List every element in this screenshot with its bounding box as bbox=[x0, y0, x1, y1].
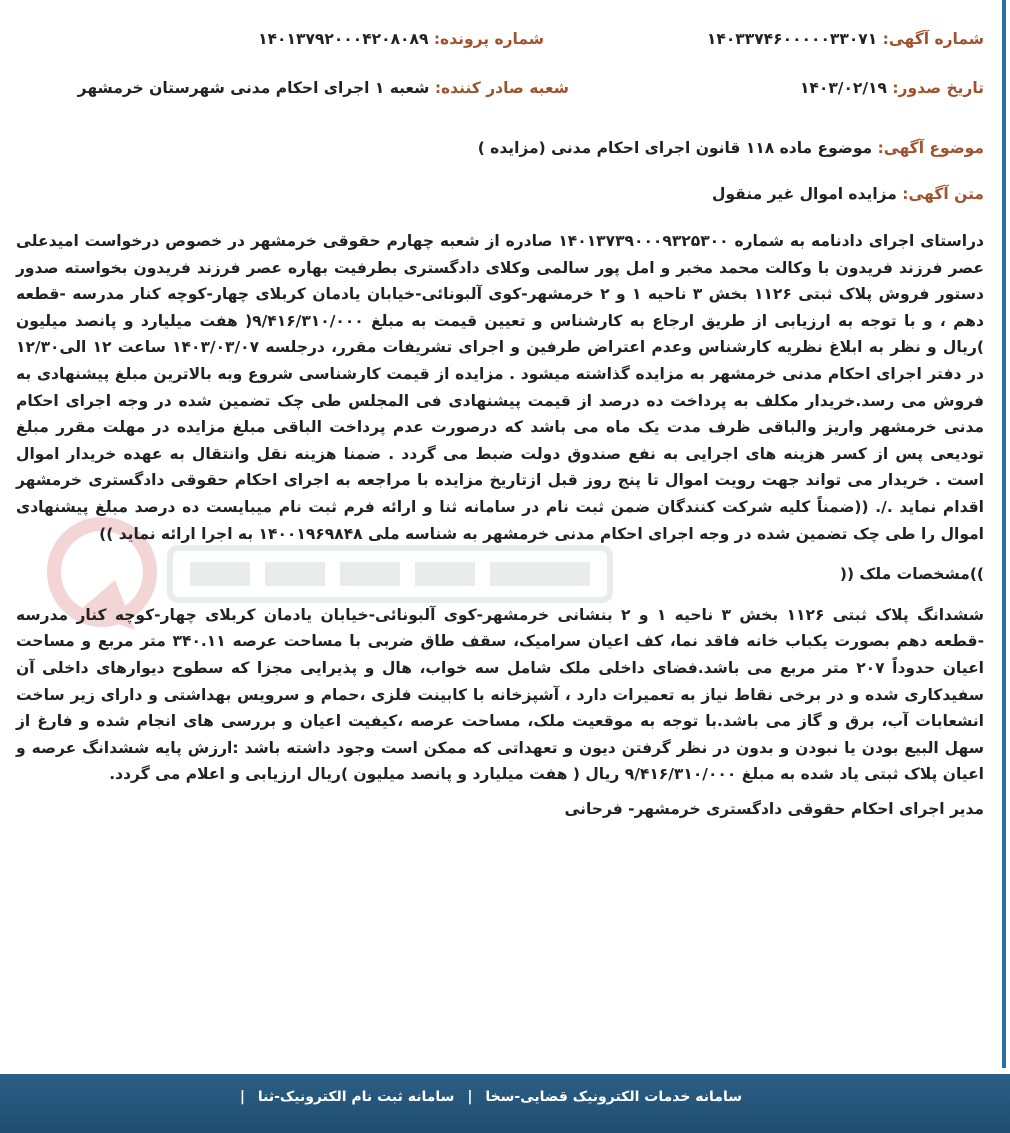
property-heading: ))مشخصات ملک (( bbox=[839, 565, 984, 584]
notice-text-label: متن آگهی: bbox=[902, 185, 984, 203]
property-description: ششدانگ پلاک ثبتی ۱۱۲۶ بخش ۳ ناحیه ۱ و ۲ بنشانی خرمشهر-کوی آلبونائی-خیابان یادمان کربلای چهار-کوچه کنار مدرسه -قطعه دهم بصورت یکباب خانه فاقد نما، کف اعیان سرامیک، سقف طاق ضربی با مساحت عرصه ۳۴۰.۱۱ متر مربع و مساحت اعیان حدوداً ۲۰۷ متر مربع می باشد.فضای داخلی ملک شامل سه خواب، هال و پذیرایی مجزا که سطوح دیوارهای داخلی آن سفیدکاری شده و در برخی نقاط نیاز به تعمیرات دارد ، آشپزخانه با کابینت فلزی ،حمام و سرویس بهداشتی و دارای زیر ساخت انشعابات آب، برق و گاز می باشد.با توجه به موقعیت ملک، مساحت عرصه ،کیفیت اعیان و بررسی های انجام شده و فارغ از سهل البیع بودن یا نبودن و بدون در نظر گرفتن دیون و تعهداتی که ممکن است وجود داشته باشد :ارزش پایه ششدانگ عرصه و اعیان پلاک ثبتی یاد شده به مبلغ ۹/۴۱۶/۳۱۰/۰۰۰ ریال ( هفت میلیارد و پانصد میلیون )ریال ارزیابی و اعلام می گردد. bbox=[16, 605, 985, 784]
issuing-branch-value: شعبه ۱ اجرای احکام مدنی شهرستان خرمشهر bbox=[77, 79, 430, 97]
notice-text-value: مزایده اموال غیر منقول bbox=[712, 185, 897, 203]
notice-paragraph-main: دراستای اجرای دادنامه به شماره ۱۴۰۱۳۷۳۹۰۰۰۹۳۲۵۳۰۰ صادره از شعبه چهارم حقوقی خرمشهر در خصوص درخواست امیدعلی عصر فرزند فریدون با وکالت محمد مخبر و امل پور سالمی وکلای دادگستری بطرفیت بهاره عصر فرزند فریدون بخواسته صدور دستور فروش پلاک ثبتی ۱۱۲۶ بخش ۳ ناحیه ۱ و ۲ خرمشهر-کوی آلبونائی-خیابان یادمان کربلای چهار-کوچه کنار مدرسه -قطعه دهم ، و با توجه به ارزیابی از طریق ارجاع به کارشناس و تعیین قیمت به مبلغ ۹/۴۱۶/۳۱۰/۰۰۰( هفت میلیارد و پانصد میلیون )ریال و نظر به ابلاغ نظریه کارشناس وعدم اعتراض طرفین و اجرای تشریفات مقرر، درجلسه ۱۴۰۳/۰۳/۰۷ ساعت ۱۲ الی۱۲/۳۰ در دفتر اجرای احکام مدنی خرمشهر به مزایده گذاشته میشود . مزایده از قیمت کارشناسی شروع وبه بالاترین مبلغ پیشنهادی به فروش می رسد.خریدار مکلف به پرداخت ده درصد از قیمت پیشنهادی فی المجلس طی چک تضمین شده در وجه اجرای احکام مدنی خرمشهر واریز والباقی ظرف مدت یک ماه می باشد که درصورت عدم پرداخت الباقی مبلغ مزایده در مهلت مقرر مبلغ تودیعی پس از کسر هزینه های اجرایی به نفع صندوق دولت ضبط می گردد . ضمنا هزینه نقل وانتقال به عهده خریدار اموال است . خریدار می تواند جهت رویت اموال تا پنج روز قبل ازتاریخ مزایده با مراجعه به اجرای احکام حقوقی دادگستری خرمشهر اقدام نماید ./. ((ضمناً کلیه شرکت کنندگان ضمن ثبت نام در سامانه ثنا و ارائه فرم ثبت نام میبایست ده درصد مبلغ پیشنهادی اموال را طی چک تضمین شده در وجه اجرای احکام مدنی خرمشهر به شناسه ملی ۱۴۰۰۱۹۶۹۸۴۸ به اجرا ارائه نماید )) bbox=[16, 232, 984, 543]
footer-separator-end: | bbox=[239, 1089, 245, 1105]
notice-body bbox=[16, 228, 984, 822]
notice-subject-value: موضوع ماده ۱۱۸ قانون اجرای احکام مدنی (مزایده ) bbox=[477, 139, 873, 157]
issue-date bbox=[800, 79, 984, 97]
case-number-value: ۱۴۰۱۳۷۹۲۰۰۰۴۲۰۸۰۸۹ bbox=[258, 30, 429, 48]
footer-link-sakha[interactable]: سامانه خدمات الکترونیک قضایی-سخا bbox=[485, 1089, 742, 1105]
footer-link-sana[interactable]: سامانه ثبت نام الکترونیک-ثنا bbox=[257, 1089, 455, 1105]
ad-number bbox=[707, 30, 984, 48]
issue-date-label: تاریخ صدور: bbox=[892, 79, 984, 97]
signature: مدیر اجرای احکام حقوقی دادگستری خرمشهر- فرحانی bbox=[564, 799, 984, 818]
ad-number-label: شماره آگهی: bbox=[882, 30, 984, 48]
ad-number-value: ۱۴۰۳۳۷۴۶۰۰۰۰۰۳۳۰۷۱ bbox=[706, 30, 878, 48]
issue-date-value: ۱۴۰۳/۰۲/۱۹ bbox=[799, 79, 887, 97]
footer-bar bbox=[0, 1074, 1010, 1133]
footer-separator: | bbox=[467, 1089, 473, 1105]
issuing-branch-label: شعبه صادر کننده: bbox=[434, 79, 569, 97]
footer-links bbox=[232, 1089, 742, 1105]
case-number-label: شماره پرونده: bbox=[433, 30, 544, 48]
case-number bbox=[258, 30, 544, 48]
notice-text-title bbox=[712, 185, 984, 203]
issuing-branch bbox=[78, 79, 569, 97]
notice-subject bbox=[478, 139, 984, 157]
notice-subject-label: موضوع آگهی: bbox=[877, 139, 984, 157]
